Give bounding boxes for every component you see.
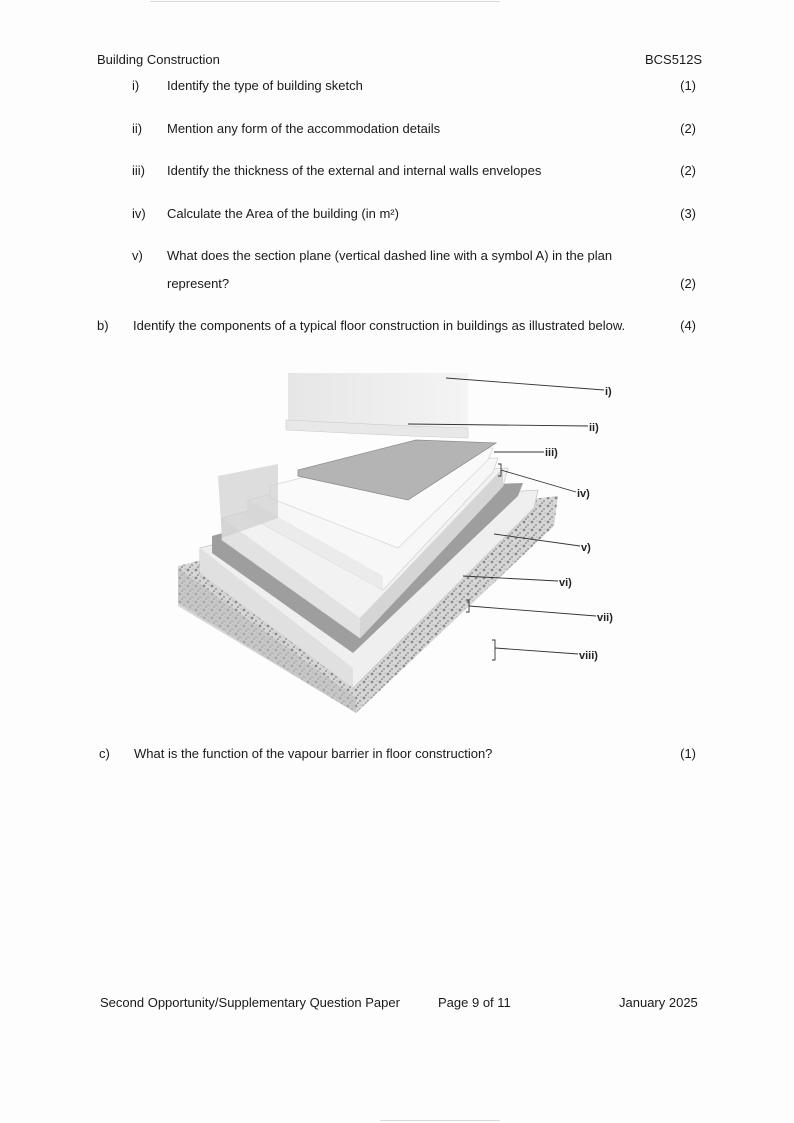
sub-question-text-continued: represent? [167, 276, 230, 291]
sub-question-marks: (3) [680, 206, 696, 221]
sub-question-number: iv) [132, 206, 146, 221]
figure-label-i: i) [605, 386, 612, 398]
scan-artifact [380, 1120, 500, 1121]
question-c-text: What is the function of the vapour barrier in floor construction? [134, 746, 493, 761]
course-code: BCS512S [645, 52, 703, 67]
floor-construction-illustration [178, 368, 628, 718]
sub-question-number: iii) [132, 163, 145, 178]
sub-question-text: What does the section plane (vertical dashed line with a symbol A) in the plan [167, 248, 613, 263]
figure-label-vi: vi) [559, 577, 572, 589]
sub-question-marks: (1) [680, 78, 696, 93]
sub-question-text: Identify the type of building sketch [167, 78, 363, 93]
question-b-marks: (4) [680, 318, 696, 333]
scan-artifact [150, 1, 500, 2]
question-b-label: b) [97, 318, 109, 333]
sub-question-text: Mention any form of the accommodation details [167, 121, 441, 136]
footer-paper-type: Second Opportunity/Supplementary Question Paper [100, 995, 400, 1010]
sub-question-marks: (2) [680, 121, 696, 136]
figure-label-iv: iv) [577, 488, 590, 500]
sub-question-marks: (2) [680, 163, 696, 178]
sub-question-number: i) [132, 78, 140, 93]
figure-label-v: v) [581, 542, 591, 554]
figure-label-ii: ii) [589, 422, 599, 434]
sub-question-text: Identify the thickness of the external and internal walls envelopes [167, 163, 542, 178]
sub-question-text: Calculate the Area of the building (in m²) [167, 206, 399, 221]
question-c-marks: (1) [680, 746, 696, 761]
floor-construction-figure [178, 368, 628, 718]
figure-label-vii: vii) [597, 612, 613, 624]
sub-question-number: v) [132, 248, 143, 263]
figure-label-viii: viii) [579, 650, 598, 662]
sub-question-marks: (2) [680, 276, 696, 291]
question-b-text: Identify the components of a typical floor construction in buildings as illustrated below. [133, 318, 626, 333]
question-c-label: c) [99, 746, 110, 761]
footer-page-number: Page 9 of 11 [438, 995, 511, 1010]
footer-date: January 2025 [619, 995, 698, 1010]
sub-question-number: ii) [132, 121, 143, 136]
wall [288, 373, 468, 428]
figure-label-iii: iii) [545, 447, 558, 459]
course-title: Building Construction [97, 52, 220, 67]
